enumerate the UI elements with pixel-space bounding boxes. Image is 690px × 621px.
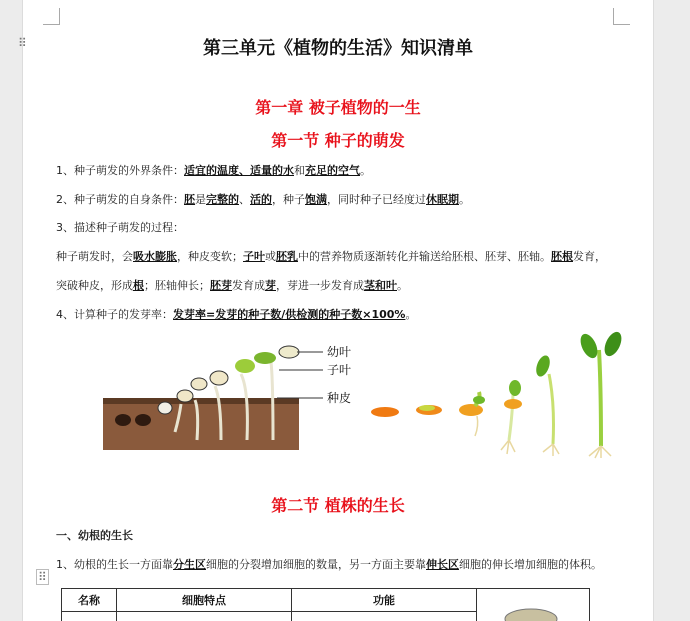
- plumule-label: 幼叶: [327, 345, 352, 359]
- external-conditions-line: 1、种子萌发的外界条件：适宜的温度、适量的水和充足的空气。: [56, 164, 371, 177]
- sprouting-sequence-figure: [363, 330, 623, 460]
- root-tip-image: [481, 595, 581, 621]
- subheading-root-growth: 一、幼根的生长: [56, 529, 133, 542]
- section-heading: 第一节 种子的萌发: [271, 131, 405, 150]
- root-growth-line: 1、幼根的生长一方面靠分生区细胞的分裂增加细胞的数量，另一方面主要靠伸长区细胞的伸长增加细胞的体积。: [56, 558, 602, 571]
- process-question-line: 3、描述种子萌发的过程：: [56, 221, 184, 234]
- table-header-cell-features: 细胞特点: [117, 589, 292, 612]
- document-title: 第三单元《植物的生活》知识清单: [203, 38, 473, 59]
- chapter-heading: 第一章 被子植物的一生: [255, 98, 421, 117]
- leaf-icon: [235, 359, 255, 373]
- seed-coat-label: 种皮: [327, 391, 352, 405]
- soil-block: [103, 398, 299, 450]
- leaf-icon: [577, 331, 601, 360]
- cotyledon-label: 子叶: [327, 363, 352, 377]
- root-zones-table: [61, 588, 590, 621]
- table-header-row: [62, 589, 590, 612]
- page-corner-mark: [43, 8, 60, 25]
- table-image-cell: [477, 589, 590, 621]
- table-move-handle-icon[interactable]: ⠿: [38, 570, 47, 584]
- germination-rate-line: 4、计算种子的发芽率：发芽率=发芽的种子数/供检测的种子数×100%。: [56, 308, 417, 321]
- internal-conditions-line: 2、种子萌发的自身条件：胚是完整的、活的，种子饱满，同时种子已经度过休眠期。: [56, 193, 470, 206]
- document-page: [22, 0, 654, 621]
- seed-germination-soil-figure: [101, 336, 361, 456]
- page-corner-mark: [613, 8, 630, 25]
- drag-handle-icon[interactable]: ⠿: [18, 36, 27, 50]
- table-header-function: 功能: [292, 589, 477, 612]
- section-heading: 第二节 植株的生长: [271, 496, 405, 515]
- process-description-line-1: 种子萌发时，会吸水膨胀，种皮变软；子叶或胚乳中的营养物质逐渐转化并输送给胚根、胚芽、胚轴。胚根发育，: [56, 250, 606, 263]
- process-description-line-2: 突破种皮，形成根；胚轴伸长；胚芽发育成芽，芽进一步发育成茎和叶。: [56, 279, 408, 292]
- seed-icon: [115, 414, 131, 426]
- seed-icon: [371, 407, 399, 417]
- table-header-name: 名称: [62, 589, 117, 612]
